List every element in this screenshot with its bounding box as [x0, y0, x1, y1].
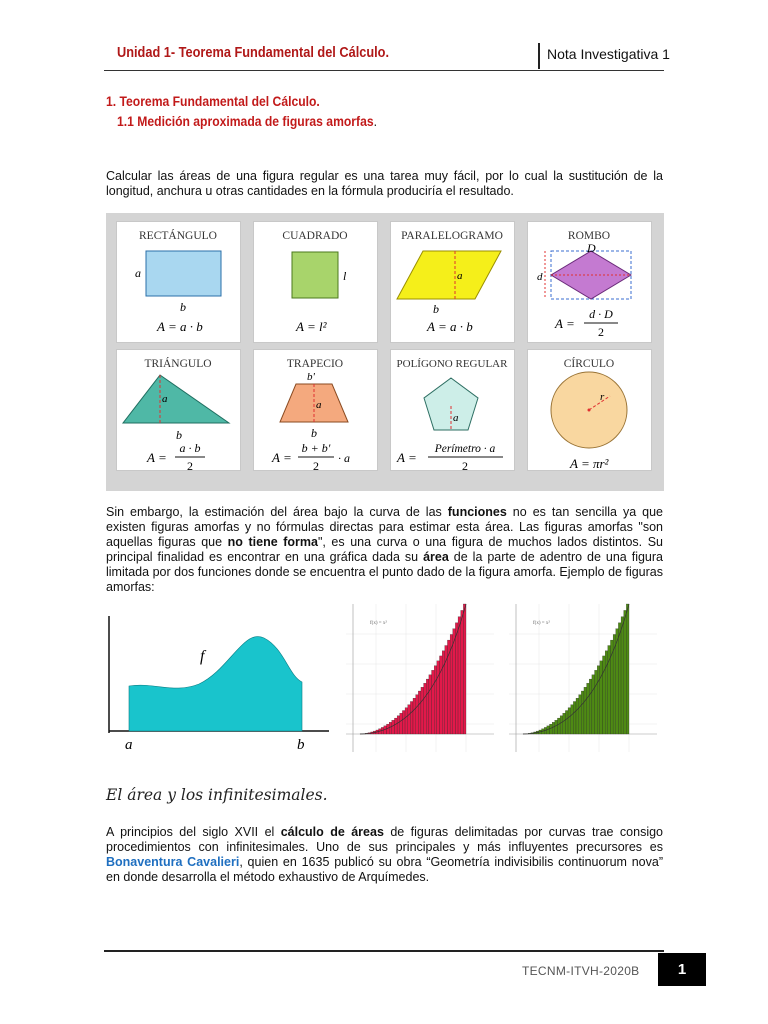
riemann-bar — [405, 708, 408, 734]
riemann-bar — [597, 666, 600, 734]
cavalieri-link[interactable]: Bonaventura Cavalieri — [106, 855, 240, 869]
riemann-bar — [429, 675, 432, 734]
riemann-bar — [626, 604, 629, 734]
p3-text-3: , quien en 1635 publicó su obra “Geometría indivisibilis continuorum nova” en donde desarrolla el método exhaustivo de Arquímedes. — [106, 855, 663, 884]
trapezoid-formula-tail: · a — [338, 451, 350, 465]
polygon-title: POLÍGONO REGULAR — [396, 358, 508, 370]
heading-1: 1. Teorema Fundamental del Cálculo. — [106, 94, 320, 109]
triangle-side-b: b — [176, 428, 182, 442]
trapezoid-side-a: a — [316, 399, 322, 411]
history-paragraph — [106, 825, 663, 885]
parallelogram-title: PARALELOGRAMO — [401, 230, 503, 242]
riemann-bar — [600, 661, 603, 734]
riemann-bar — [402, 711, 405, 734]
p3-text-1: A principios del siglo XVII el — [106, 825, 281, 839]
rectangle-side-a: a — [135, 266, 141, 280]
trapezoid-side-b: b — [311, 426, 317, 440]
riemann-bar — [400, 713, 403, 734]
circle-title: CÍRCULO — [563, 358, 615, 370]
polygon-card — [390, 349, 515, 471]
riemann-bar — [581, 691, 584, 734]
riemann-bar — [573, 702, 576, 735]
riemann-bar — [387, 724, 390, 734]
curve-label-a: a — [125, 737, 133, 753]
parallelogram-card — [390, 221, 515, 343]
heading-2-text: 1.1 Medición aproximada de figuras amorfas — [117, 114, 374, 129]
riemann-bar — [408, 705, 411, 734]
trapezoid-title: TRAPECIO — [286, 358, 344, 370]
red-fx-label: f(x) = x² — [370, 621, 387, 626]
trapezoid-side-b-top: b' — [307, 371, 315, 383]
polygon-side-a: a — [453, 412, 459, 424]
rhombus-title: ROMBO — [567, 230, 611, 242]
p2-bold-area: área — [423, 550, 449, 564]
p3-text-2: de figuras delimitadas por curvas trae consigo procedimientos con infinitesimales. Uno de sus principales y más influyentes precursores es — [106, 825, 664, 854]
riemann-bar — [392, 720, 395, 734]
square-card — [253, 221, 378, 343]
curve-label-f: f — [200, 648, 205, 665]
riemann-green-figure — [509, 604, 657, 752]
square-shape — [292, 252, 338, 298]
p3-bold-calculo: cálculo de áreas — [280, 825, 384, 839]
riemann-bar — [563, 713, 566, 734]
riemann-bar — [394, 718, 397, 734]
riemann-bar — [437, 661, 440, 734]
footer-text: TECNM-ITVH-2020B — [522, 964, 640, 978]
section-title: El área y los infinitesimales. — [106, 786, 328, 804]
riemann-bar — [579, 695, 582, 734]
riemann-bar — [397, 716, 400, 734]
triangle-formula-den: 2 — [187, 459, 193, 473]
riemann-bar — [555, 720, 558, 734]
riemann-bar — [552, 722, 555, 734]
parallelogram-formula: A = a · b — [427, 319, 473, 334]
riemann-bar — [432, 670, 435, 734]
triangle-formula-num: a · b — [179, 441, 201, 455]
intro-paragraph: Calcular las áreas de una figura regular es una tarea muy fácil, por lo cual la sustitución de la longitud, anchura u otras cantidades en la fórmula produciría el resultado. — [106, 169, 663, 198]
riemann-bar — [616, 629, 619, 734]
riemann-bar — [455, 623, 458, 734]
riemann-bar — [453, 629, 456, 734]
rectangle-title: RECTÁNGULO — [139, 230, 217, 242]
triangle-title: TRIÁNGULO — [144, 358, 212, 370]
rectangle-side-b: b — [180, 300, 186, 314]
riemann-bar — [463, 604, 466, 734]
header-separator — [538, 43, 540, 69]
triangle-side-a: a — [162, 393, 168, 405]
riemann-bar — [550, 724, 553, 734]
p2-bold-funciones: funciones — [447, 505, 507, 519]
amorphous-figures — [104, 598, 664, 758]
polygon-formula-num: Perímetro · a — [434, 443, 496, 455]
riemann-bar — [440, 656, 443, 734]
triangle-card — [116, 349, 241, 471]
riemann-bar — [416, 695, 419, 734]
riemann-bar — [421, 687, 424, 734]
rhombus-card — [527, 221, 652, 343]
riemann-bar — [418, 691, 421, 734]
amorphous-area-shape — [129, 636, 302, 731]
heading-2 — [117, 114, 377, 129]
riemann-bar — [584, 687, 587, 734]
riemann-bar — [458, 617, 461, 734]
circle-radius: r — [600, 391, 605, 403]
square-title: CUADRADO — [282, 230, 348, 242]
riemann-bar — [603, 656, 606, 734]
riemann-bar — [410, 702, 413, 735]
rhombus-formula-den: 2 — [598, 325, 604, 339]
riemann-bar — [389, 722, 392, 734]
amorphous-paragraph — [106, 505, 663, 595]
p2-text-4: de la parte de adentro de una figura limitada por dos funciones donde se encuentra el punto dado de la figura amorfa. Ejemplo de figuras amorfas: — [106, 550, 663, 594]
amorphous-area-figure — [109, 616, 329, 753]
polygon-formula-den: 2 — [462, 459, 468, 473]
riemann-bar — [618, 623, 621, 734]
parallelogram-side-a: a — [457, 270, 463, 282]
square-side-l: l — [343, 269, 347, 283]
riemann-bar — [592, 675, 595, 734]
riemann-bar — [424, 683, 427, 734]
header-note: Nota Investigativa 1 — [547, 46, 670, 62]
riemann-bar — [571, 705, 574, 734]
header-rule — [104, 70, 664, 71]
rectangle-shape — [146, 251, 221, 296]
riemann-bar — [621, 617, 624, 734]
rhombus-formula-num: d · D — [589, 307, 613, 321]
trapezoid-card — [253, 349, 378, 471]
riemann-bar — [589, 679, 592, 734]
triangle-shape — [123, 375, 229, 423]
header-title: Unidad 1- Teorema Fundamental del Cálculo. — [117, 45, 390, 61]
parallelogram-shape — [397, 251, 501, 299]
riemann-bar — [413, 698, 416, 734]
parallelogram-side-b: b — [433, 302, 439, 316]
trapezoid-formula-den: 2 — [313, 459, 319, 473]
p2-text-1: Sin embargo, la estimación del área bajo la curva de las — [106, 505, 448, 519]
polygon-formula-lhs: A = — [397, 450, 417, 465]
riemann-bar — [557, 718, 560, 734]
riemann-bar — [565, 711, 568, 734]
riemann-bar — [624, 610, 627, 734]
riemann-bar — [426, 679, 429, 734]
riemann-bar — [576, 698, 579, 734]
circle-card — [527, 349, 652, 471]
riemann-bar — [587, 683, 590, 734]
trapezoid-formula-num: b + b' — [301, 441, 331, 455]
green-fx-label: f(x) = x² — [533, 621, 550, 626]
square-formula: A = l² — [296, 319, 327, 334]
curve-label-b: b — [297, 737, 305, 753]
riemann-bar — [434, 666, 437, 734]
rhombus-diag-d: d — [537, 271, 543, 283]
rectangle-card — [116, 221, 241, 343]
triangle-formula-lhs: A = — [147, 450, 167, 465]
rhombus-formula-lhs: A = — [555, 316, 575, 331]
p2-text-3: ", es una curva o una figura de muchos lados distintos. Su principal finalidad es encontrar en una gráfica dada su — [106, 535, 663, 564]
page-number: 1 — [658, 953, 706, 986]
p2-bold-no-tiene-forma: no tiene forma — [227, 535, 318, 549]
footer-rule — [104, 950, 664, 952]
riemann-bar — [568, 708, 571, 734]
rectangle-formula: A = a · b — [157, 319, 203, 334]
rhombus-diag-D: D — [587, 241, 596, 255]
p2-text-2: no es tan sencilla ya que existen figuras amorfas y no fórmulas directas para estimar esta área. Las figuras amorfas "son aquellas figuras que — [106, 505, 663, 549]
riemann-bar — [595, 670, 598, 734]
circle-formula: A = πr² — [570, 456, 609, 471]
trapezoid-formula-lhs: A = — [272, 450, 292, 465]
heading-2-dot: . — [373, 114, 377, 129]
riemann-red-figure — [346, 604, 494, 752]
regular-shapes-figure — [106, 213, 664, 491]
riemann-bar — [560, 716, 563, 734]
riemann-bar — [461, 610, 464, 734]
